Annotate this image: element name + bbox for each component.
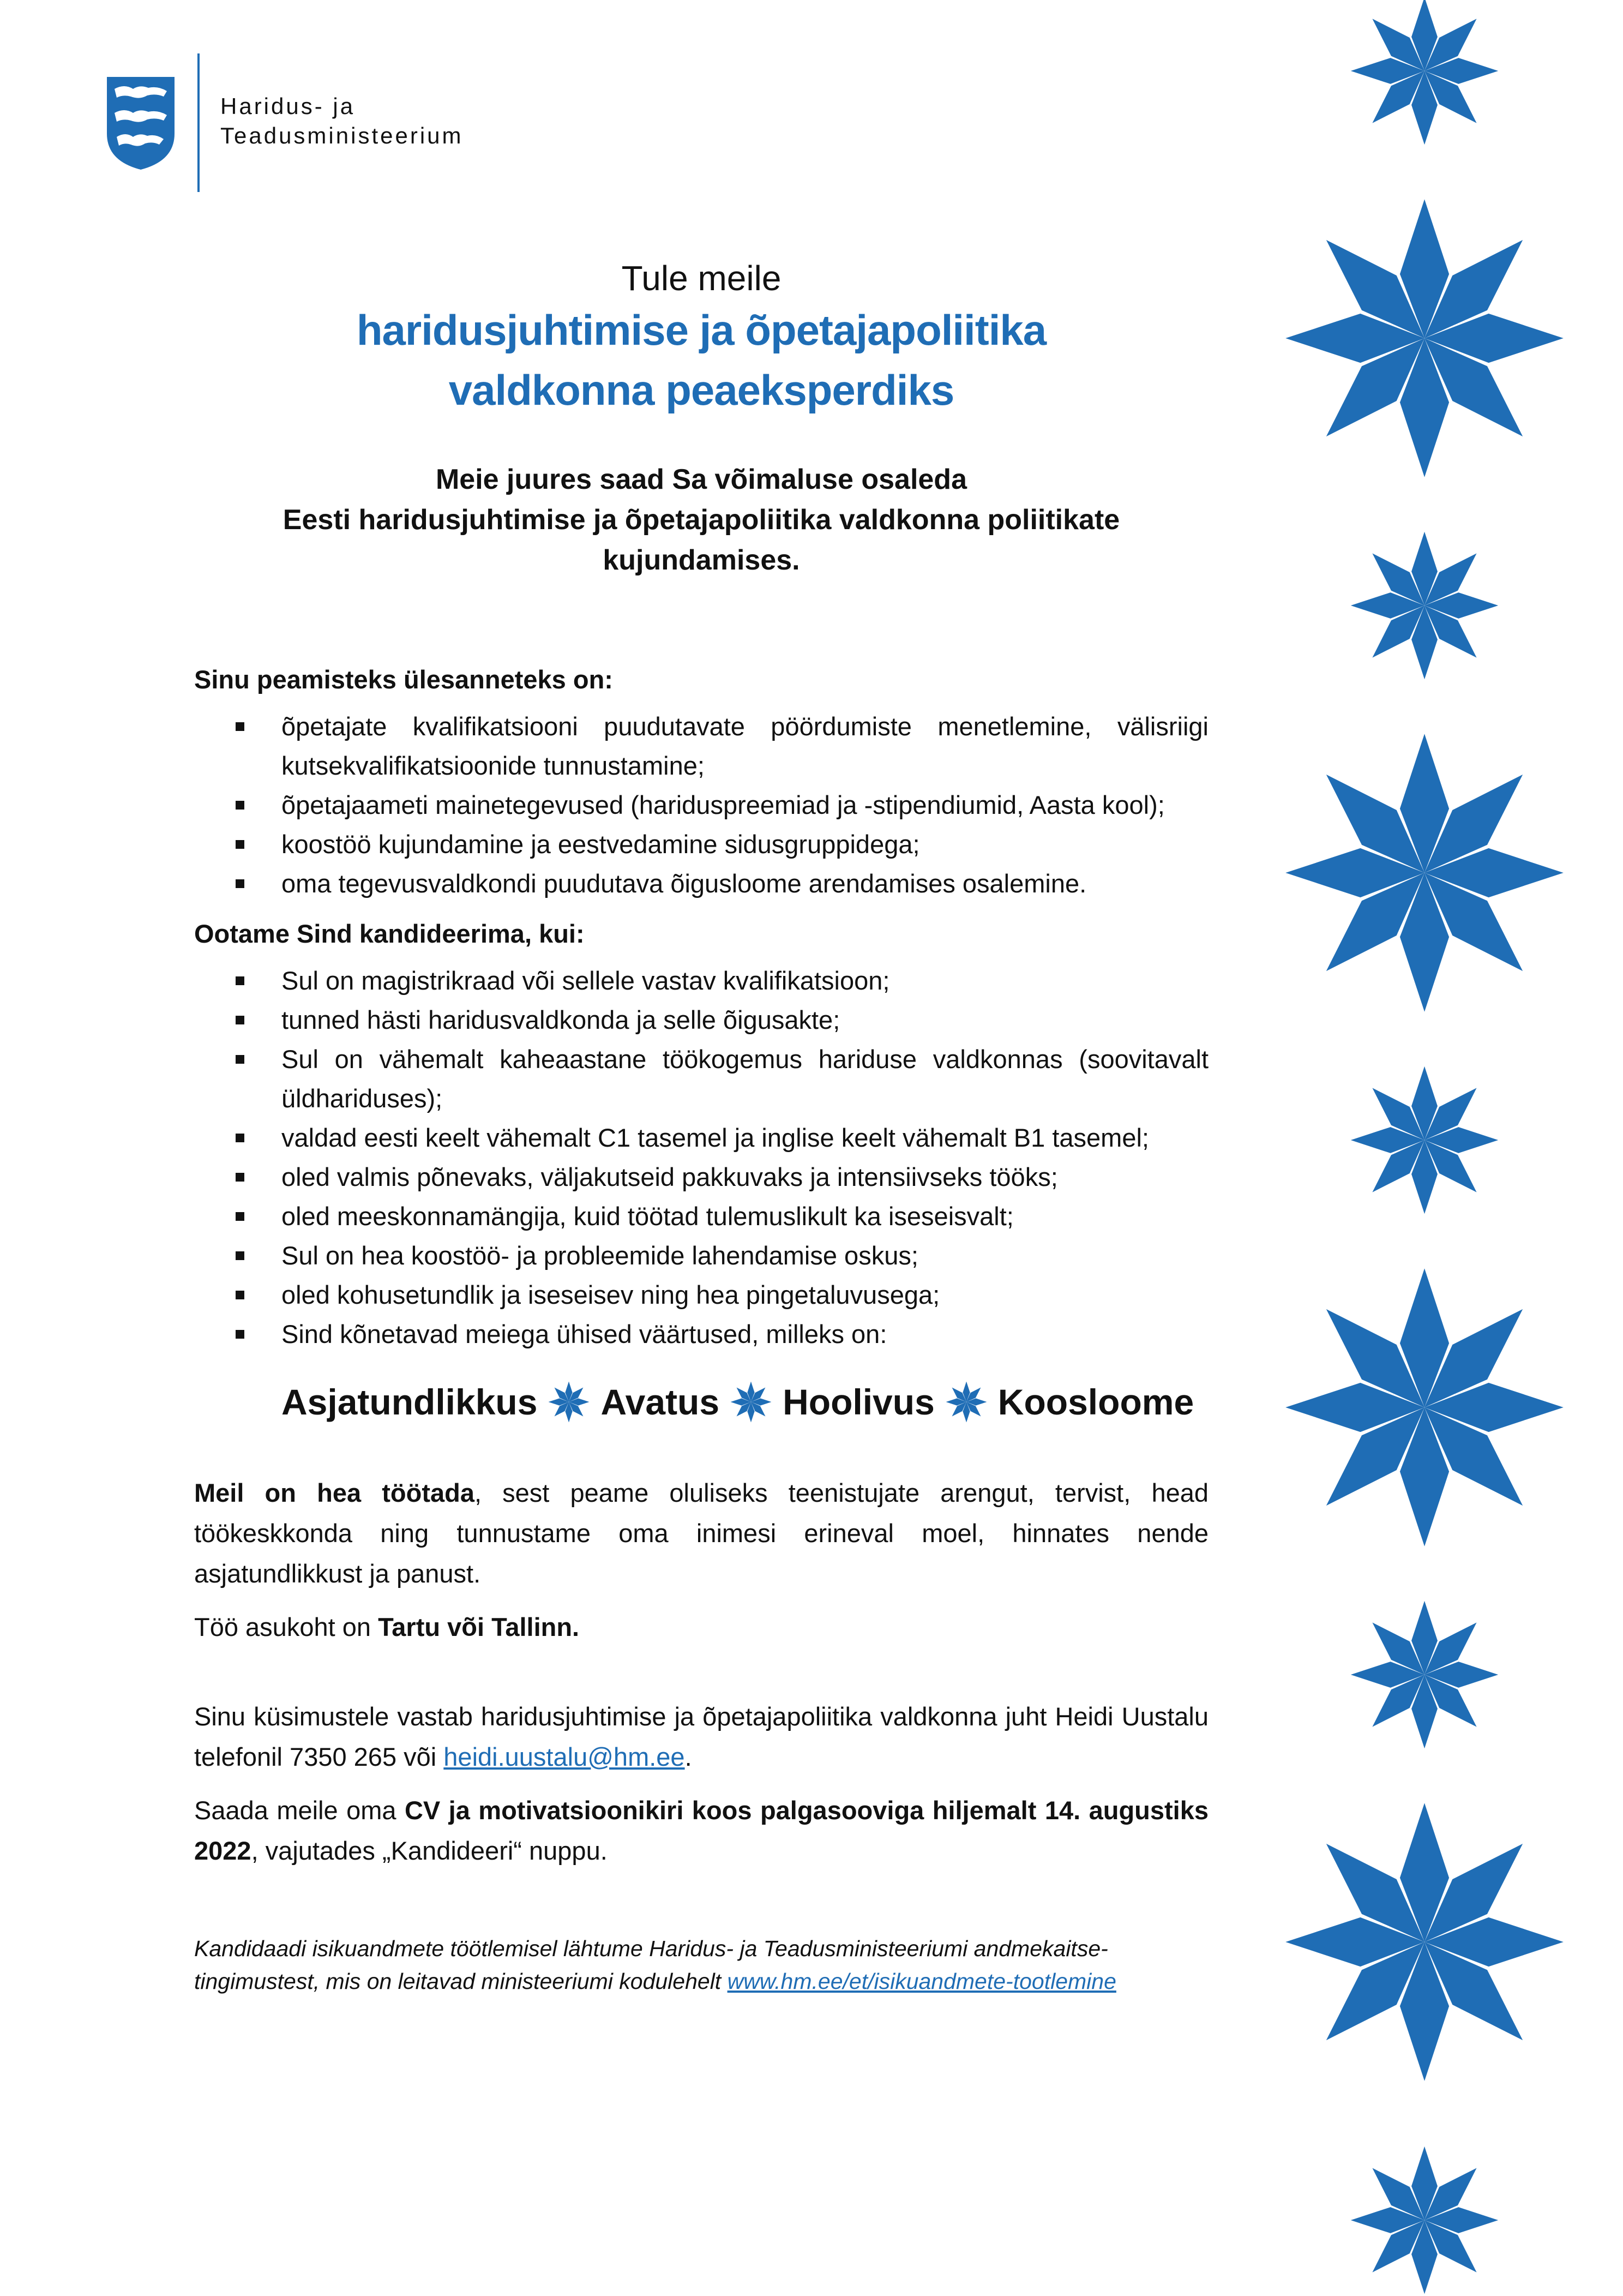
org-name-line2: Teadusministeerium <box>220 123 464 148</box>
intro-text: Tule meile <box>621 259 782 298</box>
privacy-link[interactable]: www.hm.ee/et/isikuandmete-tootlemine <box>727 1969 1116 1994</box>
value-label: Hoolivus <box>783 1382 935 1422</box>
coat-of-arms-logo <box>103 74 179 172</box>
square-bullet-icon <box>236 801 244 810</box>
snowflake-ornament-column <box>1222 0 1623 2296</box>
snowflake-icon <box>729 1380 773 1424</box>
snowflake-icon <box>1285 199 1564 477</box>
list-item: Sul on hea koostöö- ja probleemide lahendamise oskus; <box>194 1236 1209 1275</box>
snowflake-icon <box>1351 2147 1498 2294</box>
square-bullet-icon <box>236 1251 244 1260</box>
snowflake-icon <box>547 1380 591 1424</box>
list-item: oma tegevusvaldkondi puudutava õigusloome arendamises osalemine. <box>194 864 1209 903</box>
square-bullet-icon <box>236 1212 244 1221</box>
list-item: Sind kõnetavad meiega ühised väärtused, milleks on: <box>194 1315 1209 1354</box>
snowflake-icon <box>945 1380 988 1424</box>
square-bullet-icon <box>236 1173 244 1182</box>
snowflake-icon <box>1351 1601 1498 1748</box>
job-title-line2: valdkonna peaeksperdiks <box>448 366 954 414</box>
tasks-heading: Sinu peamisteks ülesanneteks on: <box>194 665 613 694</box>
list-item: Sul on vähemalt kaheaastane töökogemus hariduse valdkonnas (soovitavalt üldhariduses); <box>194 1040 1209 1118</box>
contact-email-link[interactable]: heidi.uustalu@hm.ee <box>443 1742 685 1771</box>
requirements-heading: Ootame Sind kandideerima, kui: <box>194 919 585 948</box>
square-bullet-icon <box>236 1055 244 1064</box>
list-item: oled kohusetundlik ja iseseisev ning hea pingetaluvusega; <box>194 1275 1209 1315</box>
snowflake-icon <box>1285 1268 1564 1546</box>
list-item: oled valmis põnevaks, väljakutseid pakkuvaks ja intensiivseks tööks; <box>194 1158 1209 1197</box>
job-ad-content <box>194 256 1209 1998</box>
list-item: valdad eesti keelt vähemalt C1 tasemel ja inglise keelt vähemalt B1 tasemel; <box>194 1118 1209 1158</box>
snowflake-icon <box>1351 1066 1498 1214</box>
title-block <box>194 256 1209 580</box>
square-bullet-icon <box>236 722 244 731</box>
square-bullet-icon <box>236 840 244 849</box>
value-label: Koosloome <box>997 1382 1194 1422</box>
square-bullet-icon <box>236 1016 244 1024</box>
square-bullet-icon <box>236 879 244 888</box>
values-row <box>194 1380 1209 1424</box>
snowflake-icon <box>1285 1803 1564 2081</box>
organization-name <box>220 92 464 151</box>
snowflake-icon <box>1351 0 1498 145</box>
tasks-list <box>194 707 1209 903</box>
list-item: oled meeskonnamängija, kuid töötad tulemuslikult ka iseseisvalt; <box>194 1197 1209 1236</box>
requirements-list <box>194 961 1209 1354</box>
list-item: õpetajaameti mainetegevused (hariduspreemiad ja -stipendiumid, Aasta kool); <box>194 786 1209 825</box>
snowflake-icon <box>1285 734 1564 1012</box>
list-item: koostöö kujundamine ja eestvedamine sidusgruppidega; <box>194 825 1209 864</box>
square-bullet-icon <box>236 976 244 985</box>
square-bullet-icon <box>236 1330 244 1339</box>
value-label: Asjatundlikkus <box>281 1382 538 1422</box>
job-title-line1: haridusjuhtimise ja õpetajapoliitika <box>356 306 1047 354</box>
apply-paragraph: Saada meile oma CV ja motivatsioonikiri koos palgasooviga hiljemalt 14. augustiks 2022, vajutades „Kandideeri“ nuppu. <box>194 1796 1209 1865</box>
subtitle-line2: Eesti haridusjuhtimise ja õpetajapoliitika valdkonna poliitikate kujundamises. <box>282 504 1120 576</box>
location-paragraph: Töö asukoht on Tartu või Tallinn. <box>194 1612 580 1641</box>
square-bullet-icon <box>236 1134 244 1142</box>
snowflake-icon <box>1351 532 1498 679</box>
contact-paragraph: Sinu küsimustele vastab haridusjuhtimise ja õpetajapoliitika valdkonna juht Heidi Uustalu telefonil 7350 265 või heidi.uustalu@hm.ee. <box>194 1702 1209 1771</box>
privacy-note: Kandidaadi isikuandmete töötlemisel lähtume Haridus- ja Teadusministeeriumi andmekaitse-tingimustest, mis on leitavad ministeeriumi kodulehelt www.hm.ee/et/isikuandmete-tootlemine <box>194 1936 1116 1994</box>
header-divider <box>197 53 200 192</box>
offer-paragraph: Meil on hea töötada, sest peame oluliseks teenistujate arengut, tervist, head töökeskkonda ning tunnustame oma inimesi erineval moel, hinnates nende asjatundlikkust ja panust. <box>194 1478 1209 1588</box>
list-item: õpetajate kvalifikatsiooni puudutavate pöördumiste menetlemine, välisriigi kutsekvalifikatsioonide tunnustamine; <box>194 707 1209 786</box>
list-item: tunned hästi haridusvaldkonda ja selle õigusakte; <box>194 1000 1209 1040</box>
value-label: Avatus <box>600 1382 720 1422</box>
org-name-line1: Haridus- ja <box>220 93 356 119</box>
subtitle-line1: Meie juures saad Sa võimaluse osaleda <box>435 464 967 495</box>
list-item: Sul on magistrikraad või sellele vastav kvalifikatsioon; <box>194 961 1209 1000</box>
square-bullet-icon <box>236 1291 244 1299</box>
